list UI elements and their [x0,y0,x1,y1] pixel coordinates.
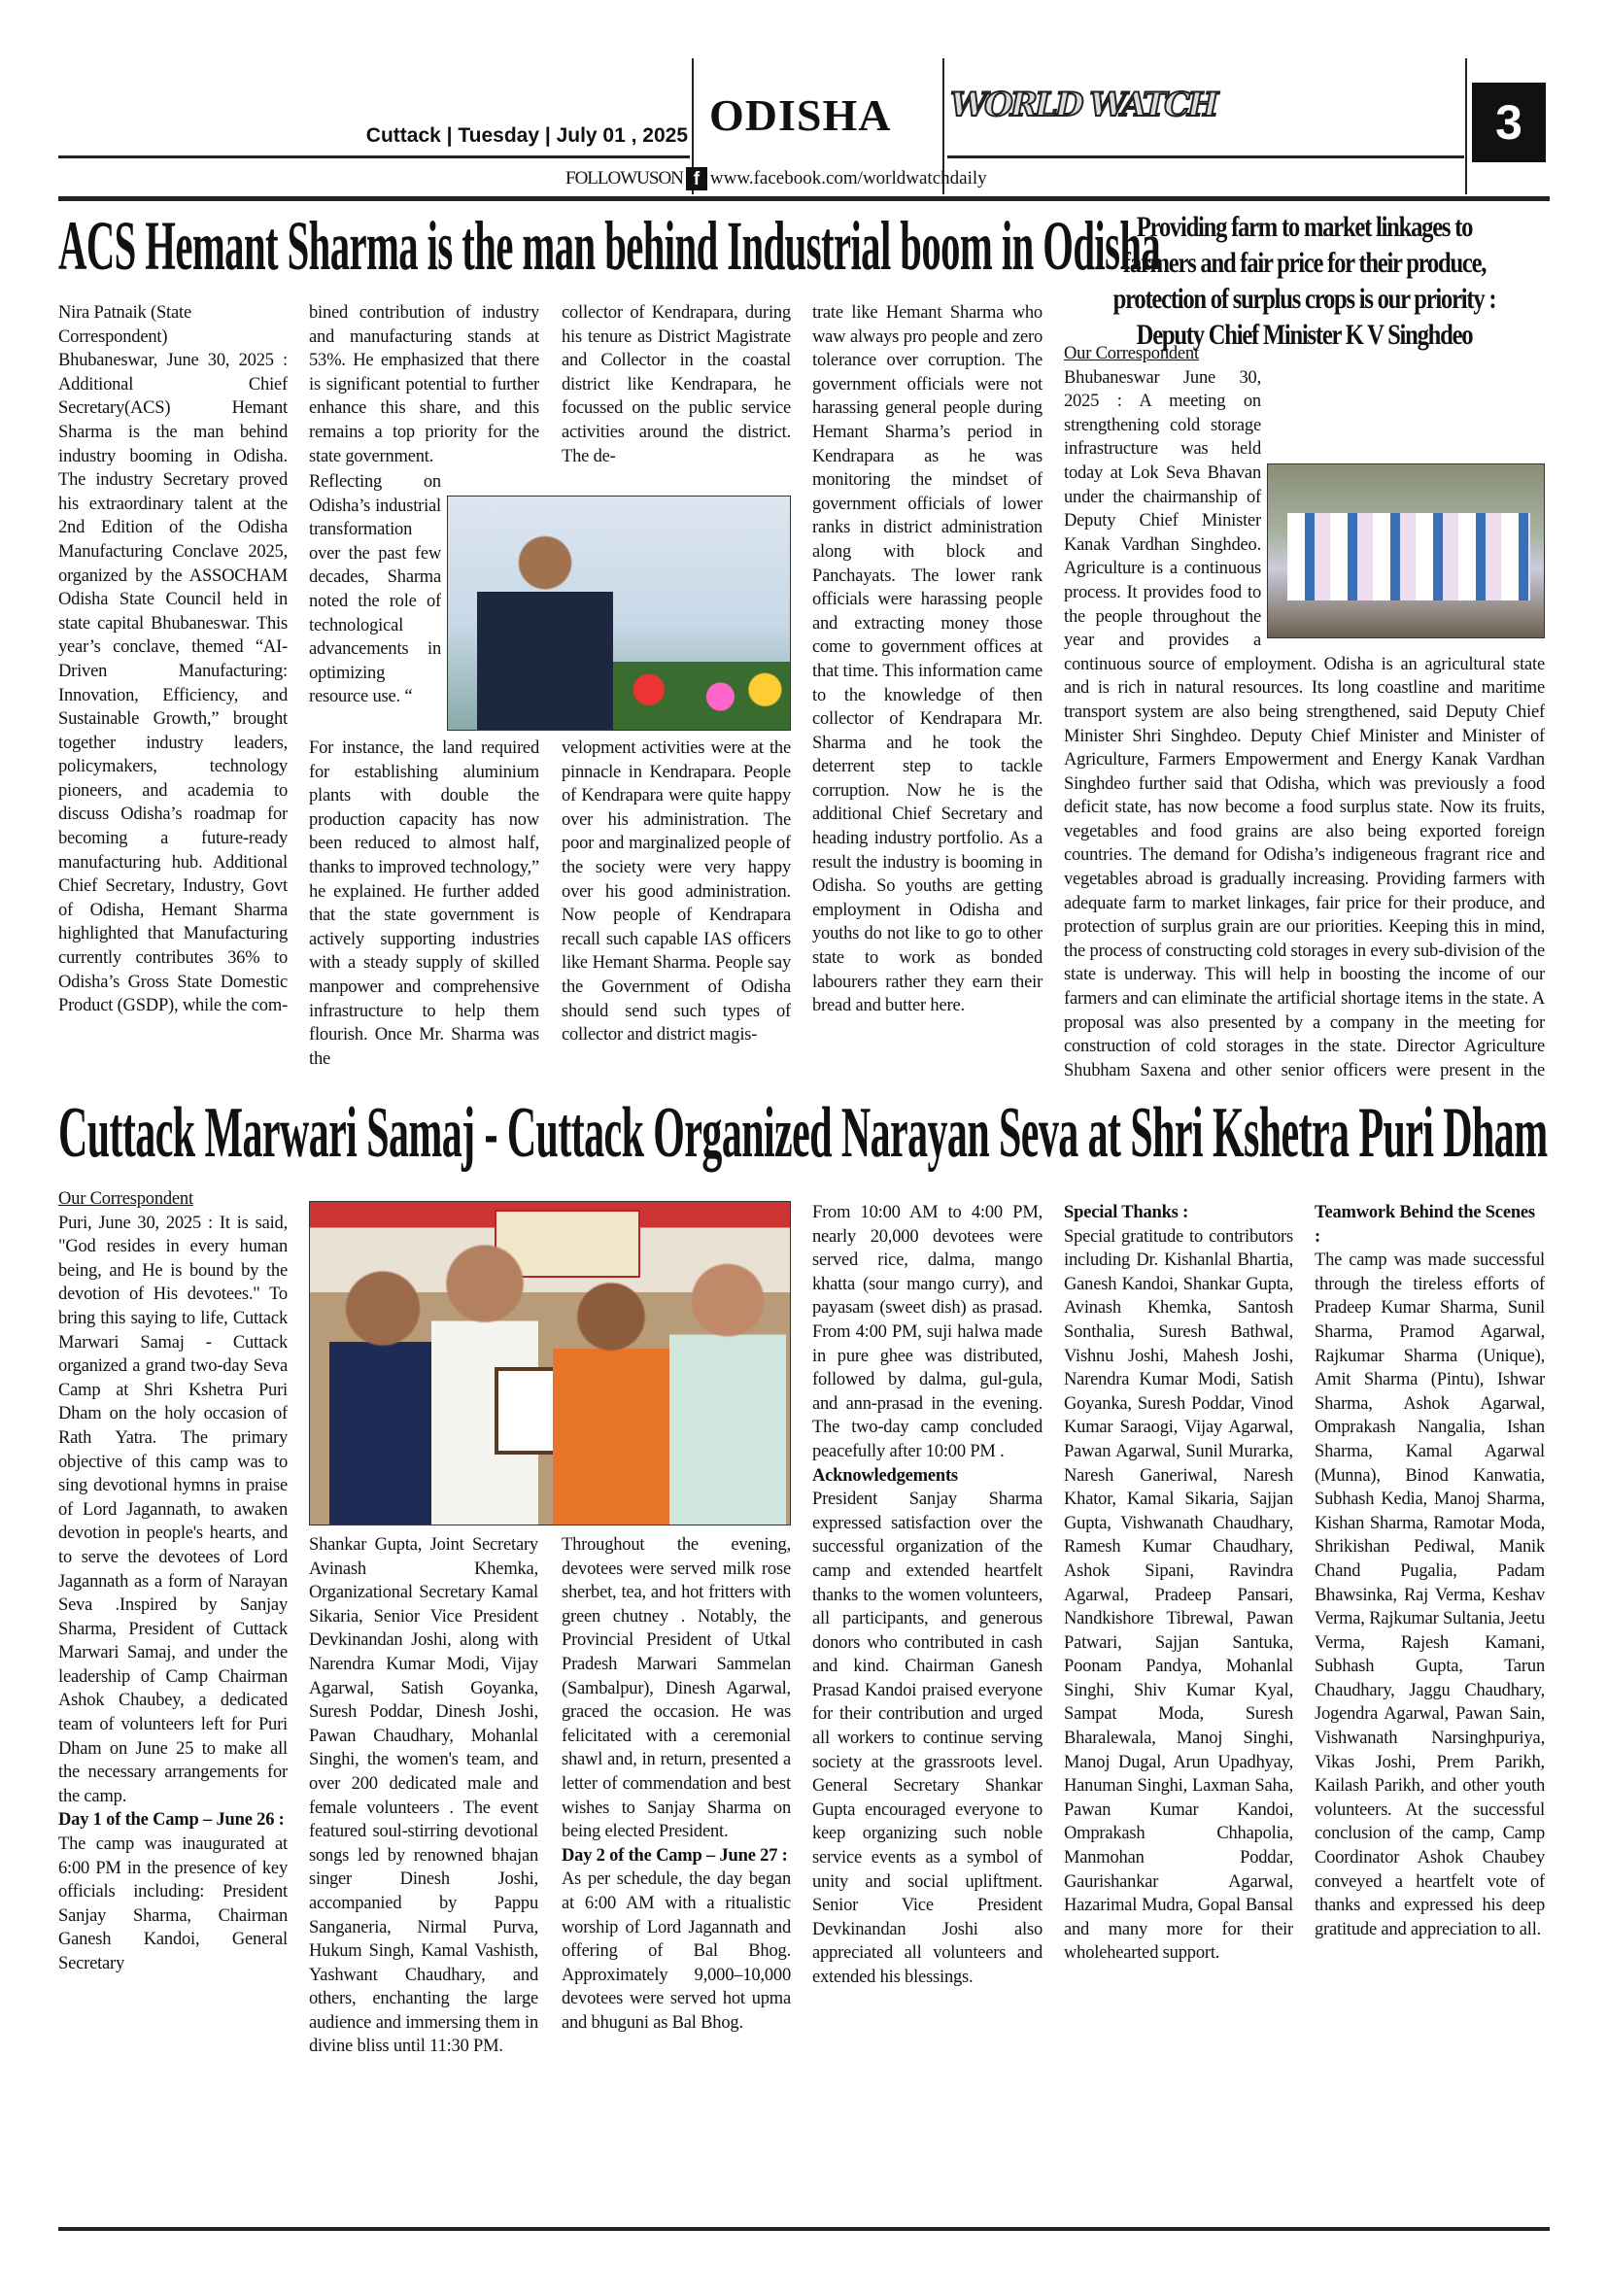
article2-text: Bhubaneswar June 30, 2025 : A meeting on strengthening cold storage infrastructure was held today at Lok Seva Bhavan under the chairmanship of Deputy Chief Minister Kanak Vardhan Singhdeo. Agriculture is a continuous process. It provides food to the people throughout the year and provides a continuous source of employment. Odisha is an agricultural state and is rich in natural resources. Its long coastline and maritime transport system are also being strengthened, said Deputy Chief Minister Shri Singhdeo. Deputy Chief Minister and Minister of Agriculture, Farmers Empowerment and Energy Kanak Vardhan Singhdeo further said that Odisha, which was previously a food deficit state, has now become a food surplus state. Now its fruits, vegetables and food grains are also being exported foreign countries. The demand for Odisha’s indigeneous fragrant rice and vegetables abroad is gradually increasing. Providing farmers with adequate farm to market linkages, fair price for their produce, and protection of surplus grain are our priorities. Keeping this in mind, the process of constructing cold storages in every sub-division of the state is underway. This will help in boosting the income of our farmers and can eliminate the artificial shortage items in the state. A proposal was also presented by a company in the meeting for construction of cold storages in the state. Director Agriculture Shubham Saxena and other senior officers were present in the [1064,367,1545,1080]
article3-col1 [58,1187,288,2227]
article2-headline-text: Providing farm to market linkages to farmers and fair price for their produce, protection of surplus crops is our priority : Deputy Chief Minister K V Singhdeo [1112,211,1496,351]
dateline-day: Tuesday [458,124,540,147]
divider [1465,58,1467,194]
article2-headline [1103,209,1505,353]
podium-flowers [613,662,791,731]
article1-byline: Nira Patnaik (State Correspondent) [58,303,191,347]
article3-text: Special gratitude to contributors including Dr. Kishanlal Bhartia, Ganesh Kandoi, Shankar Gupta, Avinash Khemka, Santosh Sonthalia, Suresh Bathwal, Vishnu Joshi, Mahesh Joshi, Narendra Kumar Modi, Satish Goyanka, Suresh Poddar, Vinod Kumar Saraogi, Vijay Agarwal, Pawan Agarwal, Sunil Murarka, Naresh Ganeriwal, Naresh Khator, Kamal Sikaria, Sajjan Gupta, Vishwanath Chaudhary, Ramesh Kumar Chaudhary, Ashok Sipani, Ravindra Agarwal, Pradeep Pansari, Nandkishore Tibrewal, Pawan Patwari, Sajjan Santuka, Poonam Pandya, Mohanlal Singhi, Shiv Kumar Kyal, Sampat Moda, Suresh Bharalewala, Manoj Singhi, Manoj Dugal, Arun Upadhyay, Hanuman Singhi, Laxman Saha, Pawan Kumar Kandoi, Omprakash Chhapolia, Manmohan Poddar, Gaurishankar Agarwal, Hazarimal Mudra, Gopal Bansal and many more for their wholehearted support. [1064,1226,1293,1964]
day1-heading: Day 1 of the Camp – June 26 : [58,1810,285,1831]
masthead-rule-right [947,155,1464,158]
article2-body [1064,342,1545,1080]
acknowledgements-heading: Acknowledgements [812,1465,958,1486]
article3-col2: Shankar Gupta, Joint Secretary Avinash Khemka, Organizational Secretary Kamal Sikaria, Senior Vice President Devkinandan Joshi, along with Narendra Kumar Modi, Vijay Agarwal, Satish Goyanka, Suresh Poddar, Dinesh Joshi, Pawan Chaudhary, Mohanlal Singhi, the women's team, and over 200 dedicated male and female volunteers . The event featured soul-stirring devotional songs led by renowned bhajan singer Dinesh Joshi, accompanied by Pappu Sanganeria, Nirmal Purva, Hukum Singh, Kamal Vashisth, Yashwant Chaudhary, and others, enchanting the large audience and immersing them in divine bliss until 11:30 PM. [309,1535,538,2057]
volunteers-group [1287,513,1530,600]
article3-byline: Our Correspondent [58,1189,193,1209]
article3-text: Throughout the evening, devotees were served milk rose sherbet, tea, and hot fritters with green chutney . Notably, the Provincial President of Utkal Pradesh Marwari Sammelan (Sambalpur), Dinesh Agarwal, graced the occasion. He was felicitated with a ceremonial shawl and, in return, presented a letter of commendation and best wishes to Sanjay Sharma on being elected President. [562,1535,791,1842]
follow-us-bar [565,167,987,190]
article1-col3-bottom: velopment activities were at the pinnacle in Kendrapara. People of Kendrapara were quite happy over his administration. The poor and marginalized people of the society were very happy over his good administration. Now people of Kendrapara recall such capable IAS officers like Hemant Sharma. People say the Government of Odisha should send such types of collector and district magis- [562,738,791,1045]
article3-col4 [812,1201,1043,2227]
speaker-figure [477,526,613,731]
dateline-city: Cuttack [365,124,441,147]
article2-byline: Our Correspondent [1064,344,1199,363]
dateline: Cuttack | Tuesday | July 01 , 2025 [365,124,688,147]
section-title: ODISHA [709,90,892,140]
world-watch-logo: WORLD WATCH [950,86,1216,124]
article1-headline: ACS Hemant Sharma is the man behind Industrial boom in Odisha [58,207,1161,285]
special-thanks-heading: Special Thanks : [1064,1203,1189,1222]
article1-col2-bottom: For instance, the land required for establishing aluminium plants with double the production capacity has now been reduced to almost half, thanks to improved technology,” he explained. He further added that the state government is actively supporting industries with a steady supply of skilled manpower and comprehensive infrastructure to help them flourish. Once Mr. Sharma was the [309,738,539,1069]
article3-text: President Sanjay Sharma expressed satisfaction over the successful organization of the camp and extended heartfelt thanks to the women volunteers, all participants, and generous donors who contributed in cash and kind. Chairman Ganesh Prasad Kandoi praised everyone for their contribution and urged all workers to continue serving society at the grassroots level. General Secretary Shankar Gupta encouraged everyone to keep organizing such noble service events as a symbol of unity and social upliftment. Senior Vice President Devkinandan Joshi also appreciated all volunteers and extended his blessings. [812,1490,1043,1987]
article1-col4: trate like Hemant Sharma who waw always pro people and zero tolerance over corruption. The government officials were not harassing general people during Hemant Sharma’s period in Kendrapara as he was monitoring the mindset of government officials of lower ranks in district administration along with block and Panchayats. The lower rank officials were harassing people and extracting money those come to government offices at that time. This information came to the knowledge of then collector of Kendrapara Mr. Sharma and he took the deterrent step to tackle corruption. Now he is the additional Chief Secretary and heading industry portfolio. As a result the industry is booming in Odisha. So youths are getting employment in Odisha and youths do not like to go to other state to work as bonded labourers rather they earn their bread and butter here. [812,303,1043,1016]
article3-text: Puri, June 30, 2025 : It is said, "God resides in every human being, and He is bound by the devotion of His devotees." To bring this saying to life, Cuttack Marwari Samaj - Cuttack organized a grand two-day Seva Camp at Shri Kshetra Puri Dham on the holy occasion of Rath Yatra. The primary objective of this camp was to sing devotional hymns in praise of Lord Jagannath, to awaken devotion in people's hearts, and to serve the devotees of Lord Jagannath as a form of Narayan Seva .Inspired by Sanjay Sharma, President of Cuttack Marwari Samaj, and under the leadership of Camp Chairman Ashok Chaubey, a dedicated team of volunteers left for Puri Dham on June 25 to make all the necessary arrangements for the camp. [58,1213,288,1806]
facebook-link[interactable]: www.facebook.com/worldwatchdaily [709,168,987,188]
article1-col1 [58,301,288,1079]
person-3 [553,1280,669,1525]
person-1 [329,1270,436,1525]
day2-heading: Day 2 of the Camp – June 27 : [562,1845,788,1866]
page-number-badge [1472,83,1546,162]
article3-text: As per schedule, the day began at 6:00 AM with a ritualistic worship of Lord Jagannath and offering of Bal Bhog. Approximately 9,000–10,000 devotees were served hot upma and bhuguni as Bal Bhog. [562,1869,791,2033]
article1-col2-top: bined contribution of industry and manufacturing stands at 53%. He emphasized that there is significant potential to further enhance this share, and this remains a top priority for the state government. [309,303,539,466]
article3-text: The camp was inaugurated at 6:00 PM in the presence of key officials including: President Sanjay Sharma, Chairman Ganesh Kandoi, General Secretary [58,1834,288,1973]
masthead-bottom-rule [58,196,1550,201]
dateline-date: July 01 , 2025 [556,124,688,147]
person-4 [669,1260,786,1525]
article3-text: The camp was made successful through the tireless efforts of Pradeep Kumar Sharma, Sunil Sharma, Pramod Agarwal, Rajkumar Sharma (Unique), Amit Sharma (Pintu), Ishwar Sharma, Ashok Agarwal, Omprakash Nangalia, Ishan Sharma, Kamal Agarwal (Munna), Binod Kanwatia, Subhash Kedia, Manoj Sharma, Kishan Sharma, Ramotar Moda, Shrikishan Pediwal, Manik Chand Pugalia, Padam Bhawsinka, Raj Verma, Keshav Verma, Rajkumar Sultania, Jeetu Verma, Rajesh Kamani, Subhash Gupta, Tarun Chaudhary, Jaggu Chaudhary, Jogendra Agarwal, Pawan Sain, Vishwanath Narsinghpuriya, Vikas Joshi, Prem Parikh, Kailash Parikh, and other youth volunteers. At the successful conclusion of the camp, Camp Coordinator Ashok Chaubey conveyed a heartfelt vote of thanks and expressed his deep gratitude and appreciation to all. [1315,1251,1545,1939]
article3-col5 [1064,1201,1293,2227]
article1-col2-narrow: Reflecting on Odisha’s industrial transformation over the past few decades, Sharma noted the role of technological advancements in optimizing resource use. “ [309,472,441,707]
follow-label: FOLLOWUSON [565,168,683,188]
teamwork-heading: Teamwork Behind the Scenes : [1315,1203,1535,1247]
masthead-rule-left [58,155,690,158]
page-bottom-rule [58,2227,1550,2231]
page-number: 3 [1495,95,1522,150]
article3-col6 [1315,1201,1545,2227]
cold-storage-meeting-photo [1267,463,1545,638]
article1-text: Bhubaneswar, June 30, 2025 : Additional Chief Secretary(ACS) Hemant Sharma is the man behind industry booming in Odisha. The industry Secretary proved his extraordinary talent at the 2nd Edition of the Odisha Manufacturing Conclave 2025, organized by the ASSOCHAM Odisha State Council held in state capital Bhubaneswar. This year’s conclave, themed “AI-Driven Manufacturing: Innovation, Efficiency, and Sustainable Growth,” brought together industry leaders, policymakers, technology pioneers, and academia to discuss Odisha’s roadmap for becoming a future-ready manufacturing hub. Additional Chief Secretary, Industry, Govt of Odisha, Hemant Sharma highlighted that Manufacturing currently contributes 36% to Odisha’s Gross State Domestic Product (GSDP), while the com- [58,351,288,1016]
article3-text: From 10:00 AM to 4:00 PM, nearly 20,000 devotees were served rice, dalma, mango khatta (sour mango curry), and payasam (sweet dish) as prasad. From 4:00 PM, suji halwa made in pure ghee was distributed, followed by dalma, gul-gula, and ann-prasad in the evening. The two-day camp concluded peacefully after 10:00 PM . [812,1203,1043,1461]
facebook-icon[interactable]: f [686,167,707,190]
article1-col3-top: collector of Kendrapara, during his tenure as District Magistrate and Collector in the coastal district like Kendrapara, he focussed on the public service activities around the district. The de- [562,303,791,466]
hemant-sharma-photo [447,496,791,731]
article3-col3 [562,1533,791,2227]
felicitation-photo [309,1201,791,1525]
article3-headline: Cuttack Marwari Samaj - Cuttack Organized Narayan Seva at Shri Kshetra Puri Dham [58,1093,1548,1173]
